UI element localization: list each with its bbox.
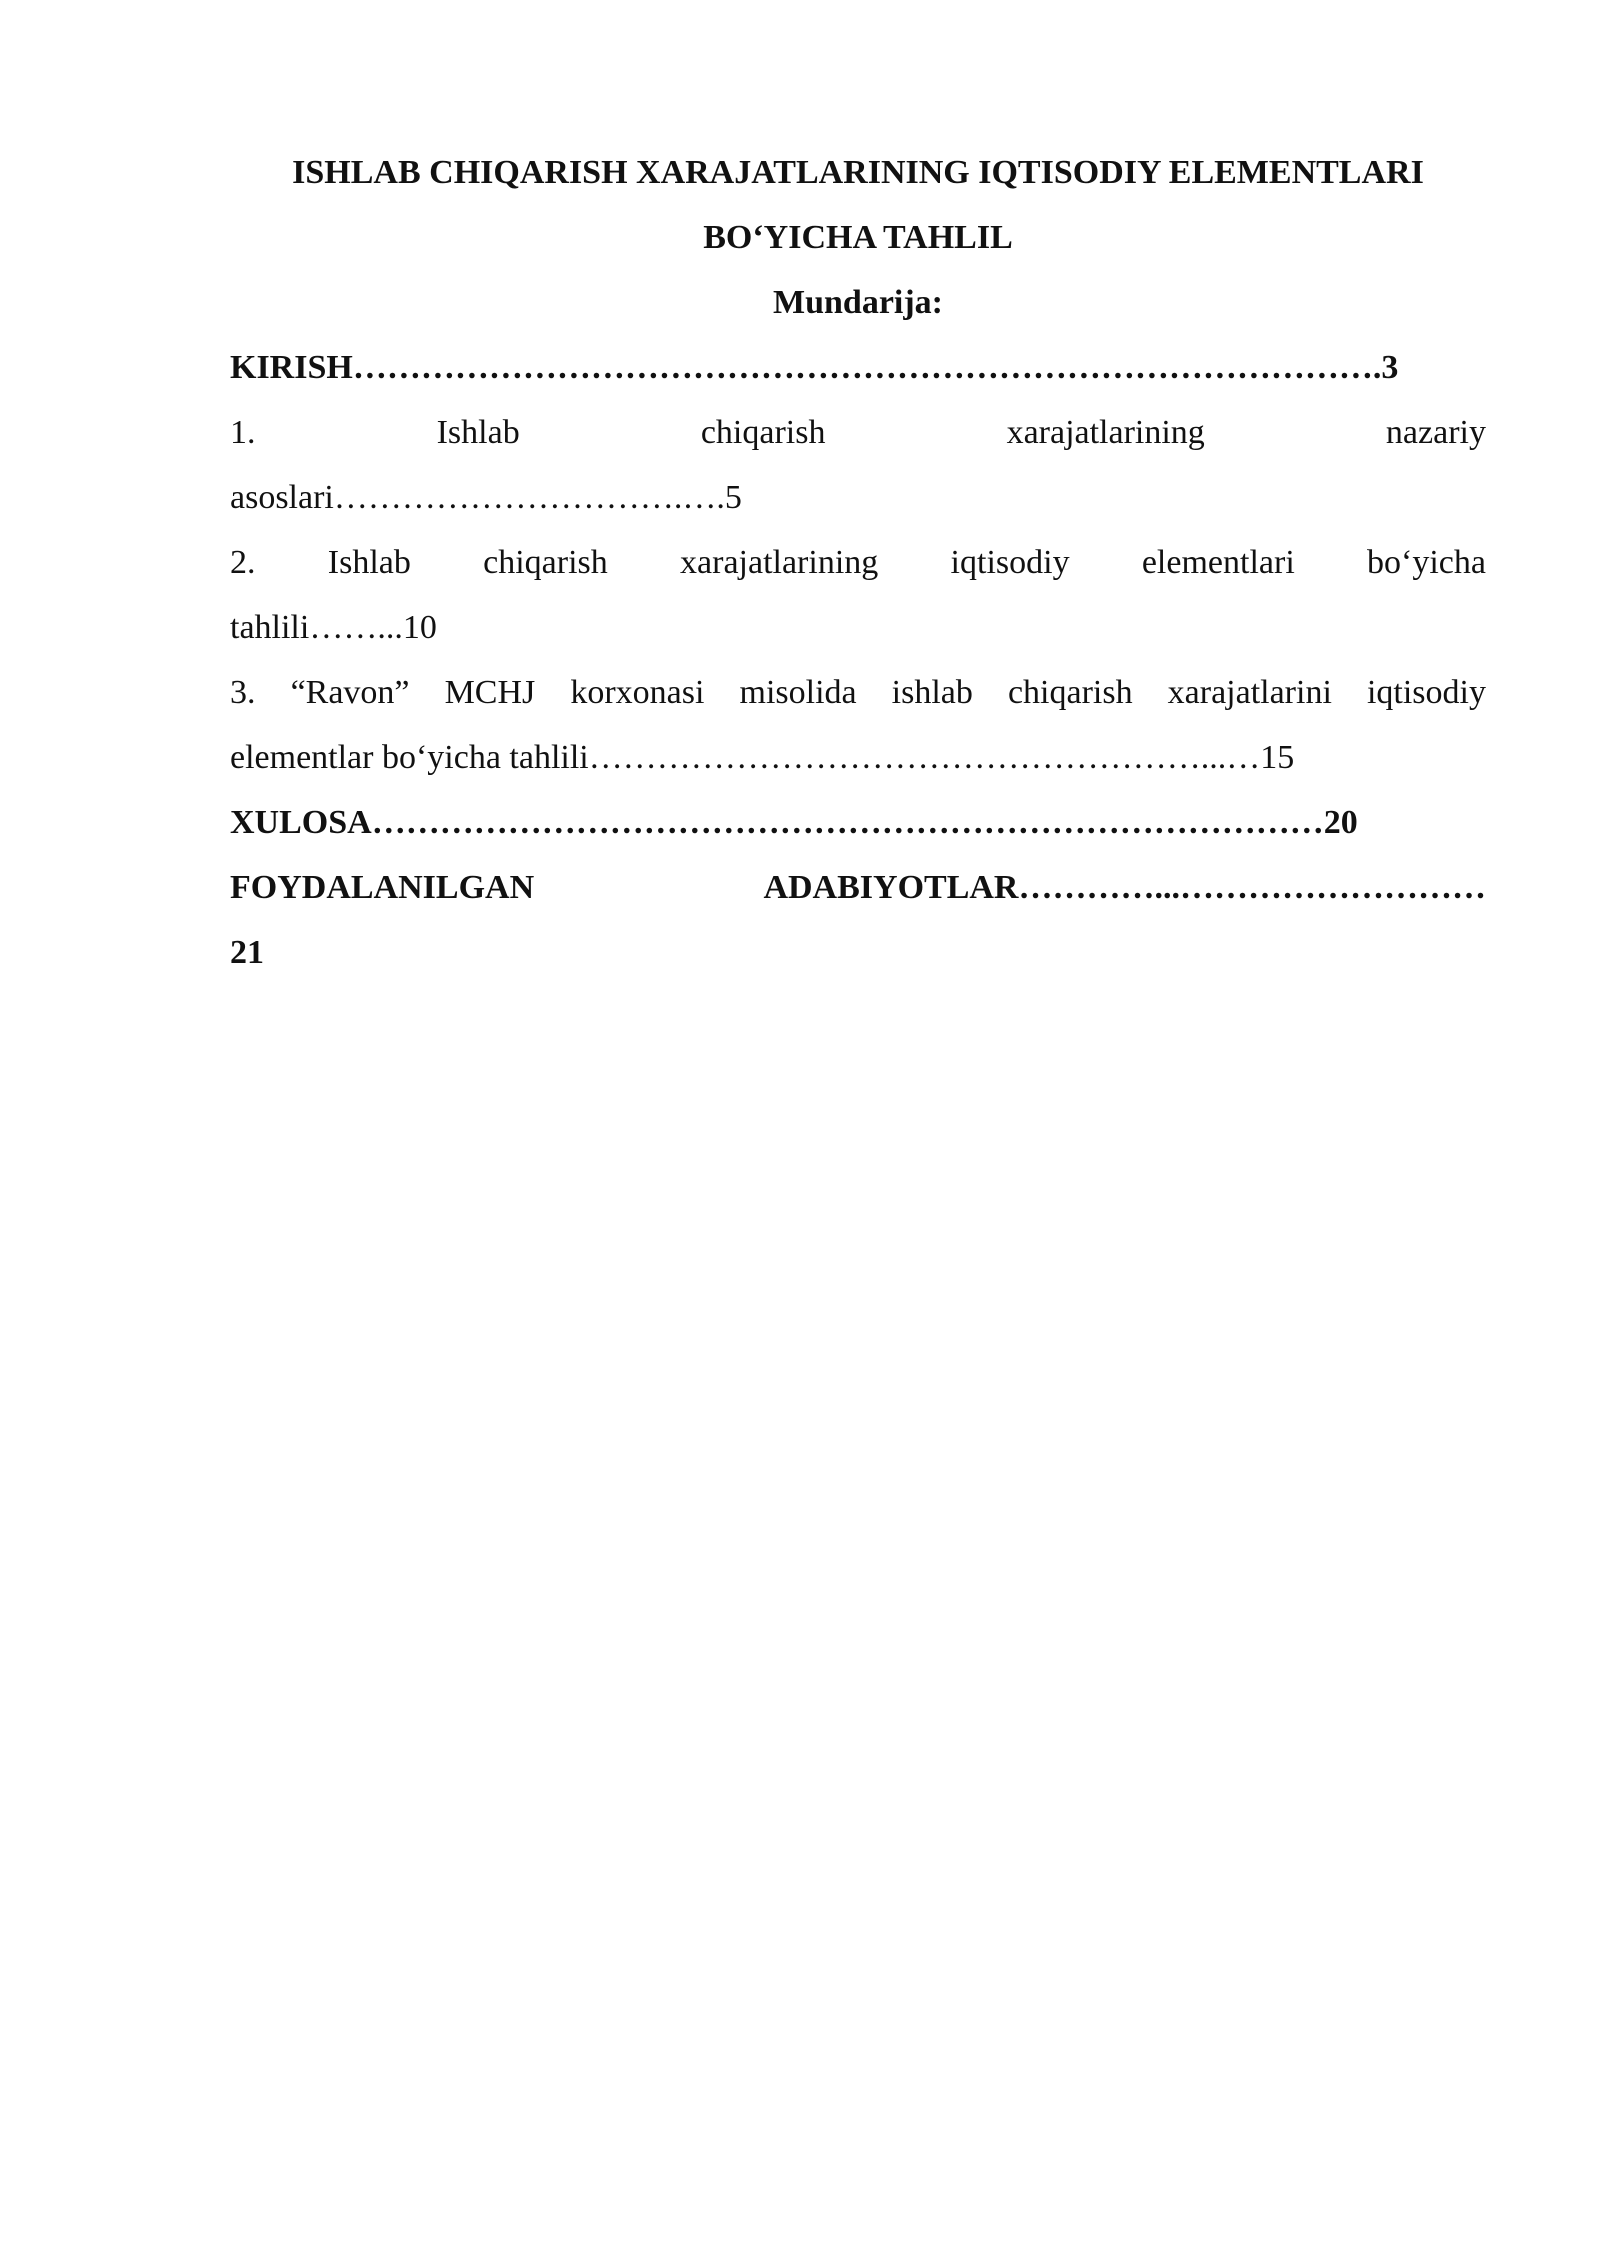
contents-heading: Mundarija: (773, 284, 943, 321)
toc-item-3-word: xarajatlarini (1167, 674, 1332, 711)
toc-item-1-word: xarajatlarining (1006, 414, 1205, 451)
toc-item-1-number: 1. (230, 414, 256, 451)
toc-item-1-word: chiqarish (700, 414, 826, 451)
document-title (230, 140, 1486, 270)
toc-item-2-line-1 (230, 530, 1486, 595)
toc-item-3-word: misolida (739, 674, 857, 711)
toc-item-2-word: xarajatlarining (680, 544, 879, 581)
toc-item-2-word: elementlari (1141, 544, 1295, 581)
toc-references-word: ADABIYOTLAR…………...……………………… (763, 869, 1486, 906)
toc-item-3 (230, 660, 1486, 790)
toc-references-word: FOYDALANILGAN (230, 869, 535, 906)
toc-item-3-word: ishlab (891, 674, 973, 711)
toc-item-1-line-2: asoslari………………………….….5 (230, 479, 742, 516)
toc-item-3-word: MCHJ (444, 674, 536, 711)
toc-item-2-number: 2. (230, 544, 256, 581)
toc-item-2-word: bo‘yicha (1367, 544, 1486, 581)
toc-item-3-word: korxonasi (570, 674, 705, 711)
toc-item-3-word: iqtisodiy (1366, 674, 1486, 711)
toc-conclusion: XULOSA…………………………………………………………………………20 (230, 804, 1358, 841)
toc-references-page: 21 (230, 934, 264, 971)
toc-item-3-line-1 (230, 660, 1486, 725)
toc-item-3-number: 3. (230, 674, 256, 711)
document-page (230, 140, 1486, 985)
toc-item-1 (230, 400, 1486, 530)
toc-item-2-word: Ishlab (327, 544, 411, 581)
title-line-1: ISHLAB CHIQARISH XARAJATLARINING IQTISODIY ELEMENTLARI (292, 154, 1424, 191)
toc-references-line-1 (230, 855, 1486, 920)
toc-item-3-word: chiqarish (1007, 674, 1133, 711)
toc-item-3-line-2: elementlar bo‘yicha tahlili………………………………………………...…15 (230, 739, 1295, 776)
toc-item-2-word: iqtisodiy (950, 544, 1070, 581)
toc-item-1-word: nazariy (1385, 414, 1486, 451)
toc-item-3-word: “Ravon” (290, 674, 410, 711)
toc-item-2 (230, 530, 1486, 660)
toc-item-1-word: Ishlab (436, 414, 520, 451)
toc-intro: KIRISH……………………………………………………………………………….3 (230, 349, 1399, 386)
toc-item-1-line-1 (230, 400, 1486, 465)
toc-references (230, 855, 1486, 985)
title-line-2: BO‘YICHA TAHLIL (703, 219, 1013, 256)
toc-item-2-line-2: tahlili……...10 (230, 609, 437, 646)
toc-item-2-word: chiqarish (483, 544, 608, 581)
